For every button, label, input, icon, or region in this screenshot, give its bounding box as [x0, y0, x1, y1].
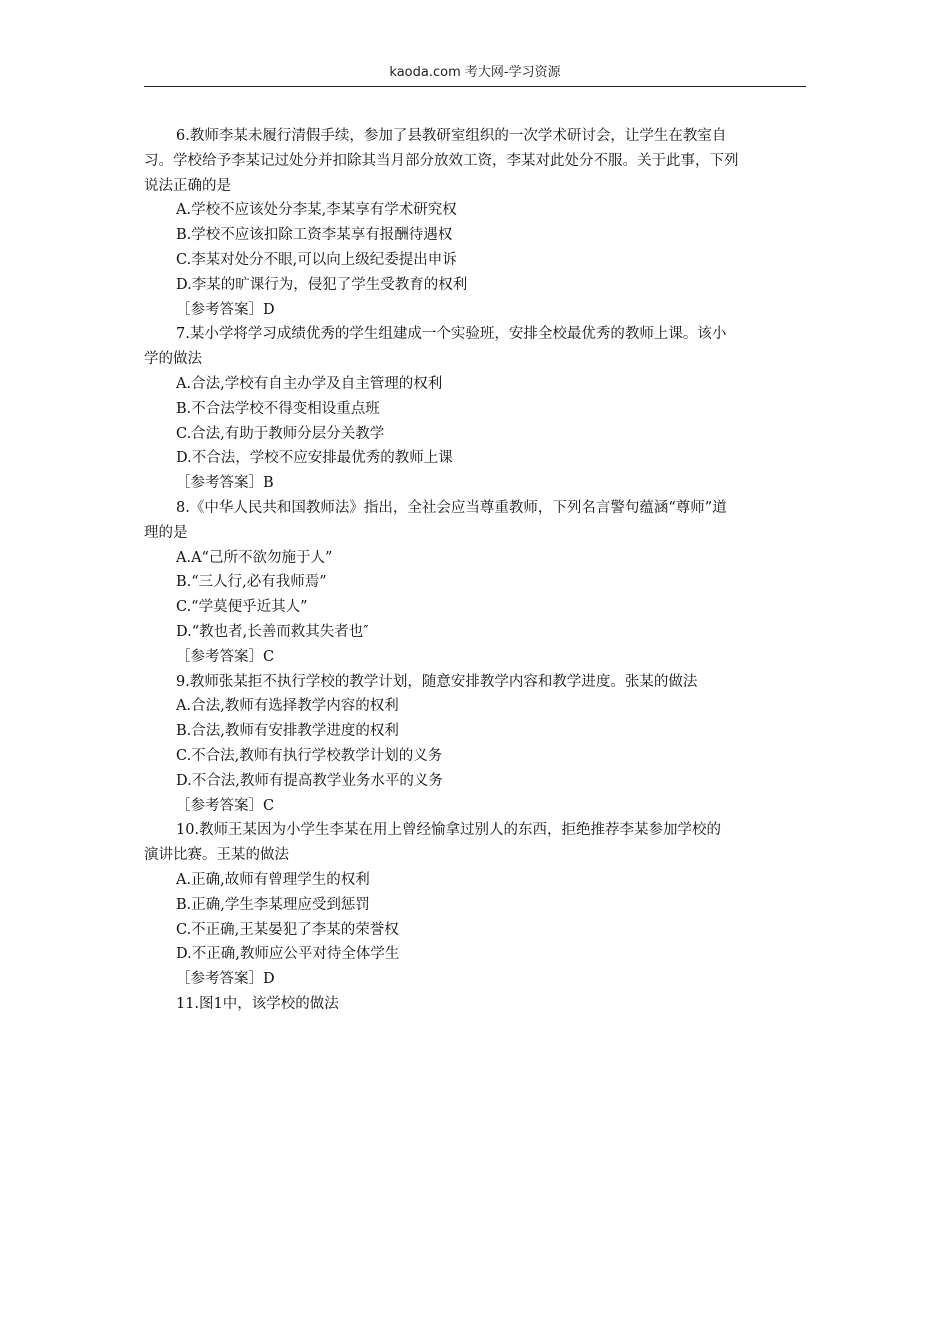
document-body [144, 124, 806, 1017]
reference-answer: ［参考答案］C [176, 648, 275, 665]
option-b: B.合法,教师有安排教学进度的权利 [176, 723, 399, 740]
question-text-line: 10.教师王某因为小学生李某在用上曾经愉拿过别人的东西，拒绝推荐李某参加学校的 [176, 822, 722, 839]
option-d: D.不正确,教师应公平对待全体学生 [176, 946, 400, 963]
question-6 [144, 124, 806, 322]
option-a: A.合法,教师有选择教学内容的权利 [176, 698, 399, 715]
question-text-line: 理的是 [144, 524, 188, 541]
question-9 [144, 670, 806, 819]
question-8 [144, 496, 806, 670]
option-a: A.学校不应该处分李某,李某享有学术研究权 [176, 202, 457, 219]
option-d: D.“教也者,长善而救其失者也″ [176, 623, 369, 640]
question-text-line: 演讲比赛。王某的做法 [144, 847, 289, 864]
option-b: B.不合法学校不得变相设重点班 [176, 400, 380, 417]
option-d: D.李某的旷课行为，侵犯了学生受教育的权利 [176, 276, 468, 293]
page-header: kaoda.com 考大网-学习资源 [389, 65, 561, 80]
option-c: C.合法,有助于教师分层分关教学 [176, 425, 385, 442]
question-7 [144, 322, 806, 496]
question-text-line: 7.某小学将学习成绩优秀的学生组建成一个实验班，安排全校最优秀的教师上课。该小 [176, 326, 727, 343]
option-b: B.学校不应该扣除工资李某享有报酬待遇权 [176, 227, 453, 244]
option-c: C.“学莫便乎近其人” [176, 599, 308, 616]
header-rule [144, 86, 806, 87]
question-text-line: 说法正确的是 [144, 177, 231, 194]
reference-answer: ［参考答案］B [176, 475, 274, 492]
question-10 [144, 818, 806, 992]
reference-answer: ［参考答案］D [176, 301, 275, 318]
question-text-line: 11.图1中，该学校的做法 [176, 995, 339, 1012]
question-text-line: 9.教师张某拒不执行学校的教学计划，随意安排教学内容和教学进度。张某的做法 [176, 673, 698, 690]
option-a: A.合法,学校有自主办学及自主管理的权利 [176, 375, 443, 392]
question-text-line: 8.《中华人民共和国教师法》指出，全社会应当尊重教师，下列名言警句蕴涵“尊师”道 [176, 499, 727, 516]
question-text-line: 学的做法 [144, 351, 202, 368]
option-d: D.不合法,教师有提高教学业务水平的义务 [176, 772, 443, 789]
option-d: D.不合法，学校不应安排最优秀的教师上课 [176, 450, 453, 467]
question-11 [144, 992, 806, 1017]
question-text-line: 6.教师李某未履行清假手续，参加了县教研室组织的一次学术研讨会，让学生在教室自 [176, 128, 727, 144]
option-a: A.正确,故师有曾理学生的权利 [176, 871, 370, 888]
reference-answer: ［参考答案］D [176, 971, 275, 988]
option-c: C.不合法,教师有执行学校教学计划的义务 [176, 747, 443, 764]
option-b: B.“三人行,必有我师焉” [176, 574, 327, 591]
option-c: C.不正确,王某晏犯了李某的荣誉权 [176, 921, 399, 938]
option-c: C.李某对处分不眼,可以向上级纪委提出申诉 [176, 251, 457, 268]
question-text-line: 习。学校给予李某记过处分并扣除其当月部分放效工资，李某对此处分不服。关于此事，下列 [144, 152, 739, 169]
option-b: B.正确,学生李某理应受到惩罚 [176, 896, 370, 913]
option-a: A.A“己所不欲勿施于人” [176, 549, 333, 566]
reference-answer: ［参考答案］C [176, 797, 275, 814]
